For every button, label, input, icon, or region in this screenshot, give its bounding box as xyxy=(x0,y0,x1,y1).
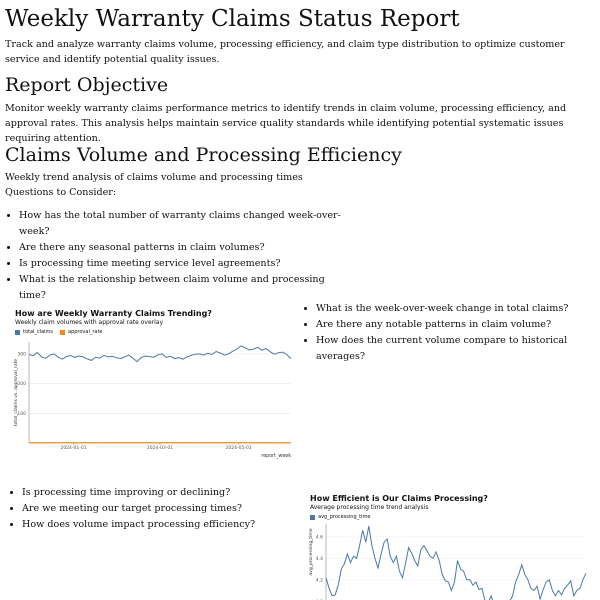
series-line-avg-processing-time xyxy=(326,526,586,600)
legend-label: approval_rate xyxy=(68,329,103,335)
objective-heading: Report Objective xyxy=(5,74,169,96)
page-title: Weekly Warranty Claims Status Report xyxy=(5,6,460,32)
claims-trend-chart xyxy=(15,309,295,335)
legend-swatch-total-claims xyxy=(15,330,20,335)
list-item: • How has the total number of warranty claims changed week-over-week? xyxy=(19,208,349,240)
y-tick-label: 200 xyxy=(17,382,26,388)
list-item: • Are there any seasonal patterns in claim volumes? xyxy=(19,240,349,256)
legend-swatch-processing-time xyxy=(310,515,315,520)
y-tick-label: 100 xyxy=(17,411,26,417)
objective-text: Monitor weekly warranty claims performance metrics to identify trends in claim volume, processing efficiency, and approval rates. This analysis helps maintain service quality standards while identifying potential systematic issues requiring attention. xyxy=(5,103,567,144)
list-item: • How does the current volume compare to historical averages? xyxy=(316,333,600,365)
y-tick-label: 4.6 xyxy=(315,535,323,541)
list-item: • What is the relationship between claim volume and processing time? xyxy=(19,272,349,304)
volume-section-heading: Claims Volume and Processing Efficiency xyxy=(5,144,402,166)
y-tick-label: 4.4 xyxy=(315,556,323,562)
legend-label: avg_processing_time xyxy=(318,514,371,520)
chart-title: How Efficient is Our Claims Processing? xyxy=(310,494,488,503)
claims-trend-plot xyxy=(12,338,295,460)
processing-time-chart xyxy=(310,494,595,520)
y-tick-label: 300 xyxy=(17,352,26,358)
y-axis-label: avg_processing_time xyxy=(309,528,314,576)
list-item: • Are we meeting our target processing times? xyxy=(22,501,312,517)
x-axis-label: report_week xyxy=(261,454,291,459)
chart-title: How are Weekly Warranty Claims Trending? xyxy=(15,309,212,318)
chart-legend xyxy=(310,514,595,520)
processing-questions-list xyxy=(8,485,312,533)
x-tick-label: 2024-01-01 xyxy=(60,446,87,451)
list-item: • Are there any notable patterns in claim volume? xyxy=(316,317,600,333)
volume-section-subtitle: Weekly trend analysis of claims volume and processing times xyxy=(5,172,303,183)
chart-legend xyxy=(15,329,295,335)
x-tick-label: 2024-05-01 xyxy=(225,446,252,451)
processing-time-plot xyxy=(306,522,596,600)
x-tick-label: 2024-03-01 xyxy=(146,446,174,451)
list-item: • What is the week-over-week change in total claims? xyxy=(316,301,600,317)
y-tick-label: 4.2 xyxy=(315,578,323,584)
questions-label: Questions to Consider: xyxy=(5,187,117,198)
volume-side-questions xyxy=(302,301,600,365)
list-item: • Is processing time improving or declining? xyxy=(22,485,312,501)
legend-label: total_claims xyxy=(23,329,53,335)
page-intro: Track and analyze warranty claims volume, processing efficiency, and claim type distribution to optimize customer service and identify potential quality issues. xyxy=(5,39,565,65)
legend-swatch-approval-rate xyxy=(60,330,65,335)
list-item: • Is processing time meeting service level agreements? xyxy=(19,256,349,272)
chart-subtitle: Weekly claim volumes with approval rate overlay xyxy=(15,319,163,326)
list-item: • How does volume impact processing efficiency? xyxy=(22,517,312,533)
volume-questions-list xyxy=(5,208,349,304)
y-axis-label: total_claims vs. approval_rate xyxy=(14,358,19,427)
chart-subtitle: Average processing time trend analysis xyxy=(310,504,429,511)
